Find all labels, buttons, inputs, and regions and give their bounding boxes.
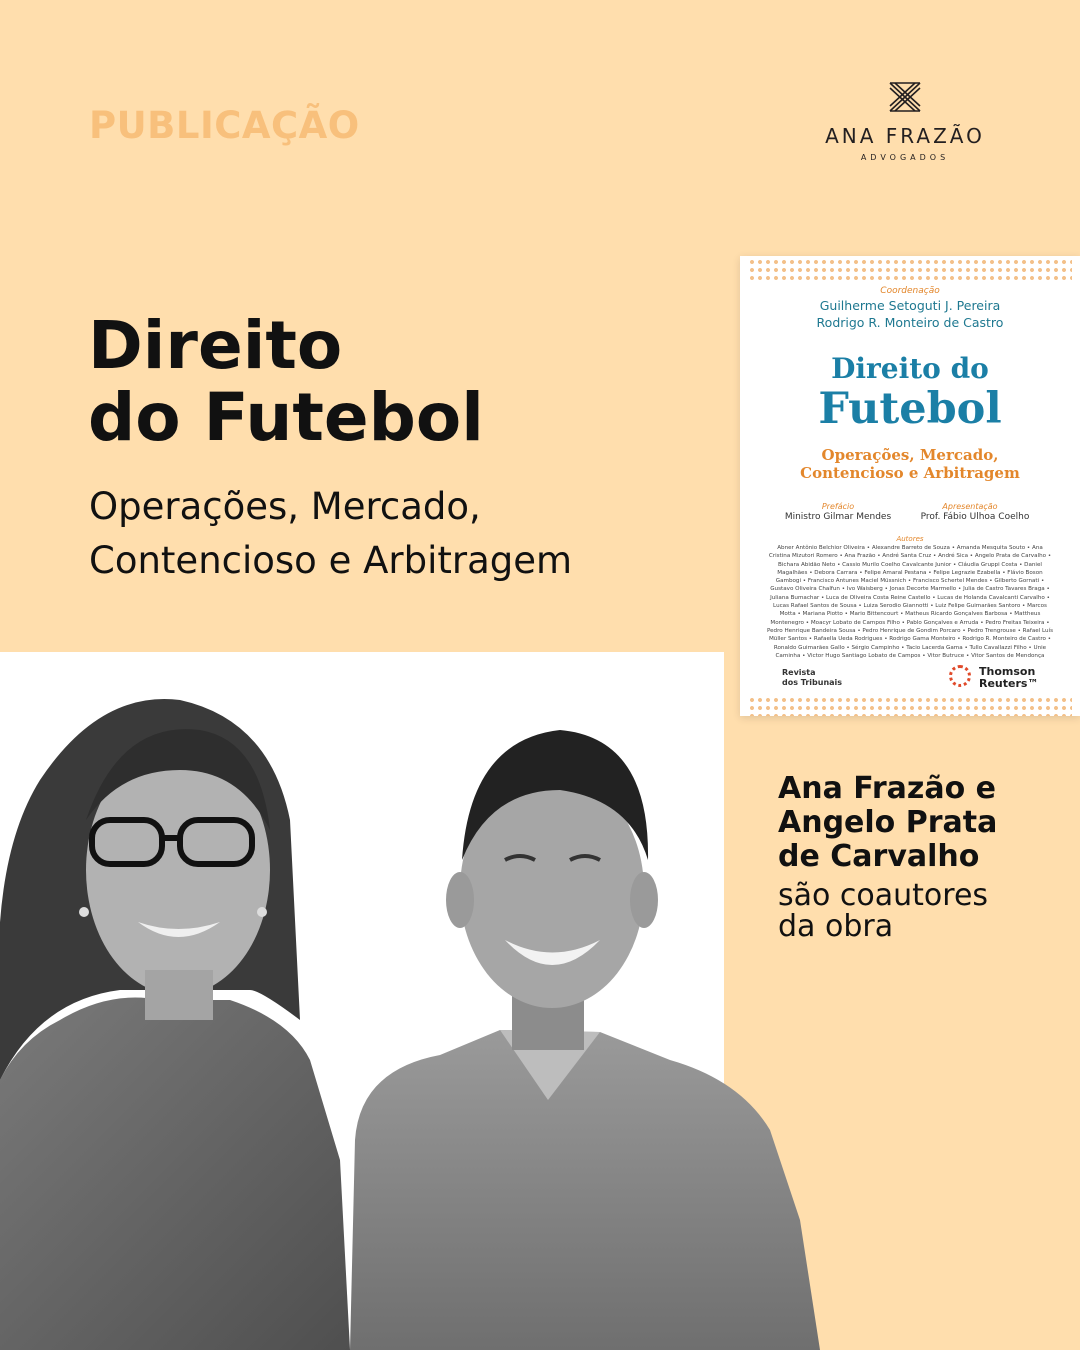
kicker-label: PUBLICAÇÃO (89, 104, 360, 147)
headline-title (88, 307, 484, 456)
book-subtitle-1: Operações, Mercado, (821, 446, 999, 464)
publisher-thomson-reuters (947, 665, 1067, 693)
authors-portrait-photo (0, 660, 880, 1350)
book-prefacio-name: Ministro Gilmar Mendes (784, 512, 892, 522)
book-prefacio-label: Prefácio (821, 502, 855, 511)
woman-figure (0, 699, 350, 1350)
book-coordinators (740, 297, 1080, 331)
book-subtitle (740, 446, 1080, 482)
book-coordinator-1: Guilherme Setoguti J. Pereira (819, 298, 1001, 313)
coauthors-desc-1: são coautores (778, 878, 989, 913)
thomson-reuters-text (979, 666, 1059, 690)
headline-line-1: Direito (88, 307, 343, 384)
thomson-reuters-logo-icon (949, 665, 971, 687)
headline-sub-1: Operações, Mercado, (89, 485, 481, 528)
headline-line-2: do Futebol (88, 379, 484, 456)
thomson-reuters-line-1: Thomson (979, 665, 1036, 678)
publisher-revista-line-1: Revista (782, 668, 816, 677)
book-coord-label: Coordenação (880, 286, 940, 296)
headline-subtitle (89, 480, 572, 588)
book-cover (740, 256, 1080, 716)
book-apresentacao-label: Apresentação (942, 502, 998, 511)
thomson-reuters-line-2: Reuters™ (979, 677, 1039, 690)
book-coordinator-2: Rodrigo R. Monteiro de Castro (816, 315, 1004, 330)
crossed-x-monogram-icon (887, 80, 923, 114)
logo-name: ANA FRAZÃO (825, 124, 985, 148)
coauthors-line-2: Angelo Prata (778, 805, 998, 840)
coauthors-line-3: de Carvalho (778, 839, 980, 874)
book-title-line-2: Futebol (818, 384, 1002, 434)
book-authors-list: Abner Antônio Belchior Oliveira • Alexandre Barreto de Souza • Amanda Mesquita Souto • Ana Cristina Mizutori Romero • Ana Frazão • André Santa Cruz • André Sica • Angelo Prata de Carvalho • Bichara Abidão Neto • Cassio Murilo Coelho Cavalcante Junior • Cláudia Gruppi Costa • Daniel Magalhães • Debora Carrara • Felipe Amaral Pestana • Felipe Legrazie Ezabella • Flávio Boson Gambogi • Francisco Antunes Maciel Müssnich • Francisco Schertel Mendes • Gilberto Gornati • Gustavo Oliveira Chalfun • Ivo Waisberg • Jonas Decorte Marmello • Julia de Castro Tavares Braga • Juliana Bumachar • Luca de Oliveira Costa Reine Castello • Lucas de Holanda Cavalcanti Carvalho • Lucas Rafael Santos de Sousa • Luiza Serodio Giannotti • Luiz Felipe Guimarães Santoro • Marcos Motta • Mariana Piotto • Mario Bittencourt • Matheus Ricardo Gonçalves Barbosa • Mattheus Montenegro • Moacyr Lobato de Campos Filho • Pablo Gonçalves e Arruda • Pedro Freitas Teixeira • Pedro Henrique Bandeira Sousa • Pedro Henrique de Gondim Porcaro • Pedro Trengrouse • Rafael Luís Müller Santos • Rafaella Ueda Rodrigues • Rodrigo Gama Monteiro • Rodrigo R. Monteiro de Castro • Ronaldo Guimarães Gallo • Sérgio Campinho • Tacio Lacerda Gama • Tullo Cavallazzi Filho • Unie Caminha • Victor Hugo Santiago Lobato de Campos • Vitor Butruce • Vitor Santos de Mendonça (766, 545, 1054, 659)
book-subtitle-2: Contencioso e Arbitragem (800, 464, 1020, 482)
coauthors-desc-2: da obra (778, 909, 894, 944)
book-apresentacao-name: Prof. Fábio Ulhoa Coelho (920, 512, 1030, 522)
headline-sub-2: Contencioso e Arbitragem (89, 539, 573, 582)
logo (820, 80, 990, 162)
logo-subtitle: ADVOGADOS (860, 153, 950, 162)
dots-pattern-top (748, 258, 1072, 280)
book-autores-label: Autores (896, 535, 924, 543)
publisher-revista-line-2: dos Tribunais (782, 678, 843, 687)
book-title-line-1: Direito do (831, 352, 989, 385)
coauthors-line-1: Ana Frazão e (778, 771, 996, 806)
man-figure (350, 730, 820, 1350)
